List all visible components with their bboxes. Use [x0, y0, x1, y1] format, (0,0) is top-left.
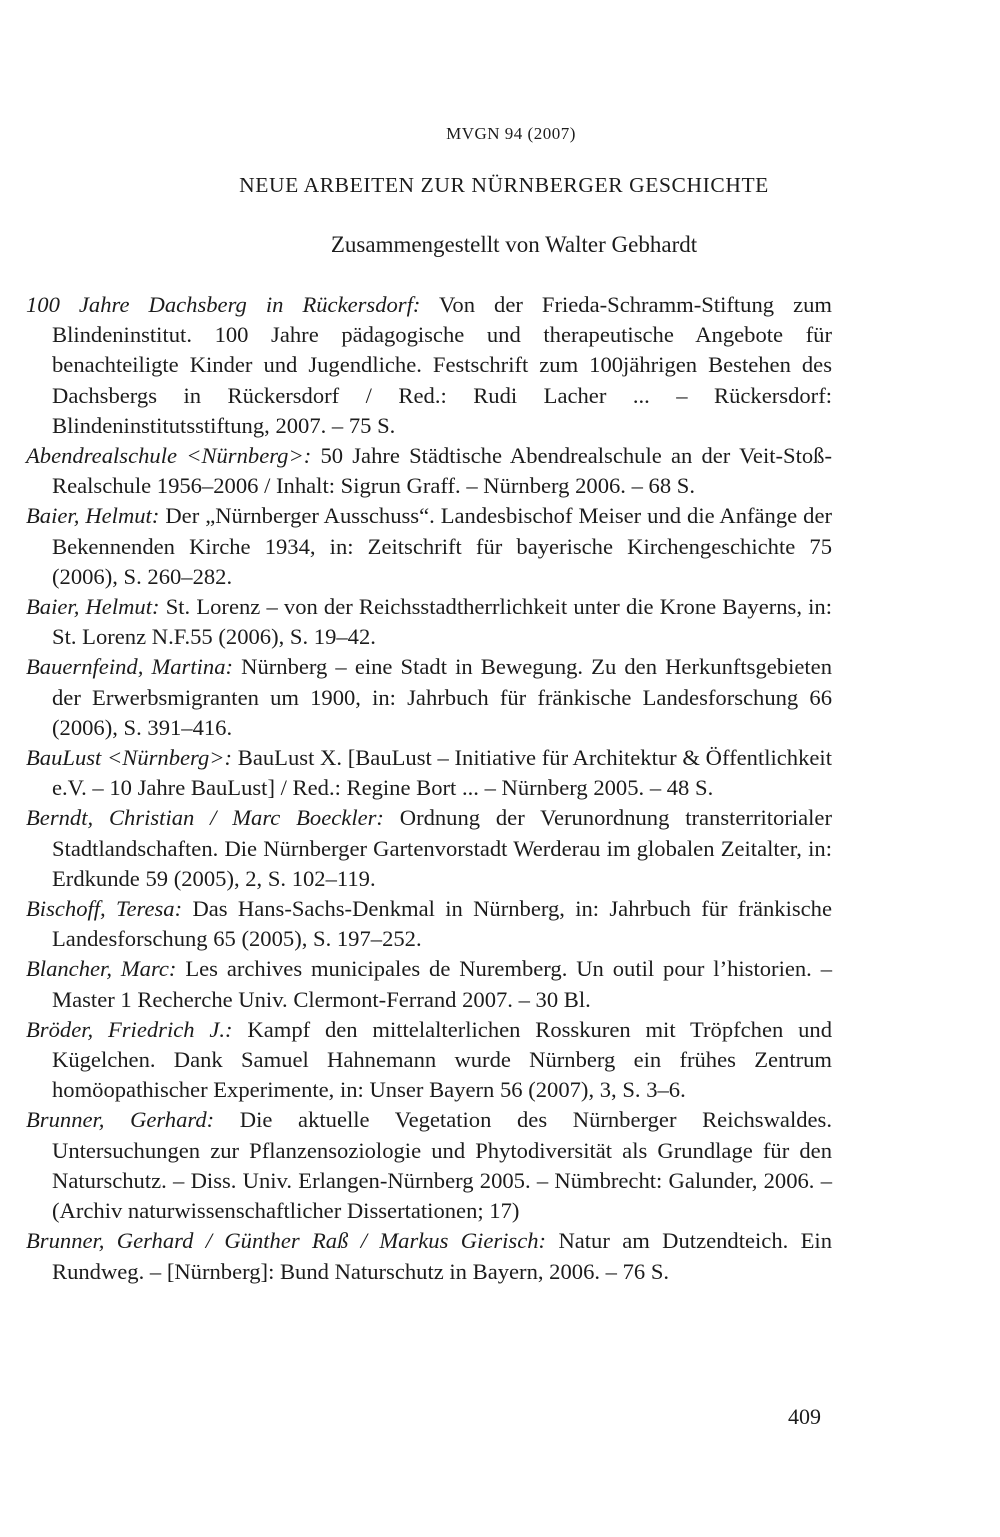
bibliography-list [26, 290, 832, 1287]
entry-author: Brunner, Gerhard: [26, 1107, 215, 1133]
entry-text: Kampf den mittelalterlichen Rosskuren mit Tröpfchen und Kügelchen. Dank Samuel Hahnemann wurde Nürnberg ein frühes Zentrum homöopathischer Experimente, in: Unser Bayern 56 (2007), 3, S. 3–6. [52, 1016, 833, 1103]
bibliography-entry [26, 501, 832, 592]
bibliography-entry [26, 1226, 832, 1286]
entry-author: Berndt, Christian / Marc Boeckler: [26, 805, 384, 831]
entry-author: Bischoff, Teresa: [26, 896, 183, 922]
entry-text: Ordnung der Verunordnung transterritorialer Stadtlandschaften. Die Nürnberger Gartenvorstadt Werderau im globalen Zeitalter, in: Erdkunde 59 (2005), 2, S. 102–119. [52, 805, 832, 891]
entry-author: Baier, Helmut: [26, 594, 160, 620]
entry-author: Abendrealschule <Nürnberg>: [26, 443, 312, 469]
bibliography-entry [26, 1105, 832, 1226]
entry-author: Bauernfeind, Martina: [26, 654, 234, 680]
entry-author: Baier, Helmut: [26, 503, 160, 529]
entry-text: Das Hans-Sachs-Denkmal in Nürnberg, in: Jahrbuch für fränkische Landesforschung 65 (2005), S. 197–252. [52, 896, 832, 952]
entry-text: 50 Jahre Städtische Abendrealschule an der Veit-Stoß-Realschule 1956–2006 / Inhalt: Sigrun Graff. – Nürnberg 2006. – 68 S. [52, 443, 832, 499]
bibliography-entry [26, 290, 832, 441]
entry-author: Bröder, Friedrich J.: [26, 1016, 233, 1042]
entry-text: Les archives municipales de Nuremberg. Un outil pour l’historien. – Master 1 Recherche Univ. Clermont-Ferrand 2007. – 30 Bl. [52, 956, 832, 1012]
journal-header: MVGN 94 (2007) [446, 124, 576, 143]
bibliography-entry [26, 652, 832, 743]
bibliography-entry [26, 803, 832, 894]
bibliography-entry [26, 954, 832, 1014]
bibliography-entry [26, 1015, 832, 1106]
bibliography-entry [26, 743, 832, 803]
entry-text: Der „Nürnberger Ausschuss“. Landesbischof Meiser und die Anfänge der Bekennenden Kirche 1934, in: Zeitschrift für bayerische Kirchengeschichte 75 (2006), S. 260–282. [52, 503, 832, 589]
entry-text: Die aktuelle Vegetation des Nürnberger Reichswaldes. Untersuchungen zur Pflanzensoziologie und Phytodiversität als Grundlage für den Naturschutz. – Diss. Univ. Erlangen-Nürnberg 2005. – Nümbrecht: Galunder, 2006. – (Archiv naturwissenschaftlicher Dissertationen; 17) [52, 1107, 832, 1224]
page-number: 409 [788, 1404, 821, 1429]
bibliography-entry [26, 441, 832, 501]
entry-text: Nürnberg – eine Stadt in Bewegung. Zu den Herkunftsgebieten der Erwerbsmigranten um 1900, in: Jahrbuch für fränkische Landesforschung 66 (2006), S. 391–416. [52, 654, 832, 740]
entry-author: BauLust <Nürnberg>: [26, 745, 233, 771]
entry-text: BauLust X. [BauLust – Initiative für Architektur & Öffentlichkeit e.V. – 10 Jahre BauLust] / Red.: Regine Bort ... – Nürnberg 2005. – 48 S. [52, 745, 832, 801]
bibliography-entry [26, 592, 832, 652]
entry-author: Brunner, Gerhard / Günther Raß / Markus Gierisch: [26, 1228, 547, 1254]
entry-text: St. Lorenz – von der Reichsstadtherrlichkeit unter die Krone Bayerns, in: St. Lorenz N.F.55 (2006), S. 19–42. [52, 594, 832, 650]
bibliography-entry [26, 894, 832, 954]
entry-text: Von der Frieda-Schramm-Stiftung zum Blindeninstitut. 100 Jahre pädagogische und therapeutische Angebote für benachteiligte Kinder und Jugendliche. Festschrift zum 100jährigen Bestehen des Dachsbergs in Rückersdorf / Red.: Rudi Lacher ... – Rückersdorf: Blindeninstitutsstiftung, 2007. – 75 S. [52, 292, 832, 438]
compiler-line: Zusammengestellt von Walter Gebhardt [330, 232, 698, 257]
page-title: NEUE ARBEITEN ZUR NÜRNBERGER GESCHICHTE [239, 173, 769, 197]
entry-author: 100 Jahre Dachsberg in Rückersdorf: [26, 292, 421, 317]
entry-author: Blancher, Marc: [26, 956, 177, 982]
entry-text: Natur am Dutzendteich. Ein Rundweg. – [Nürnberg]: Bund Naturschutz in Bayern, 2006. – 76 S. [52, 1228, 832, 1284]
